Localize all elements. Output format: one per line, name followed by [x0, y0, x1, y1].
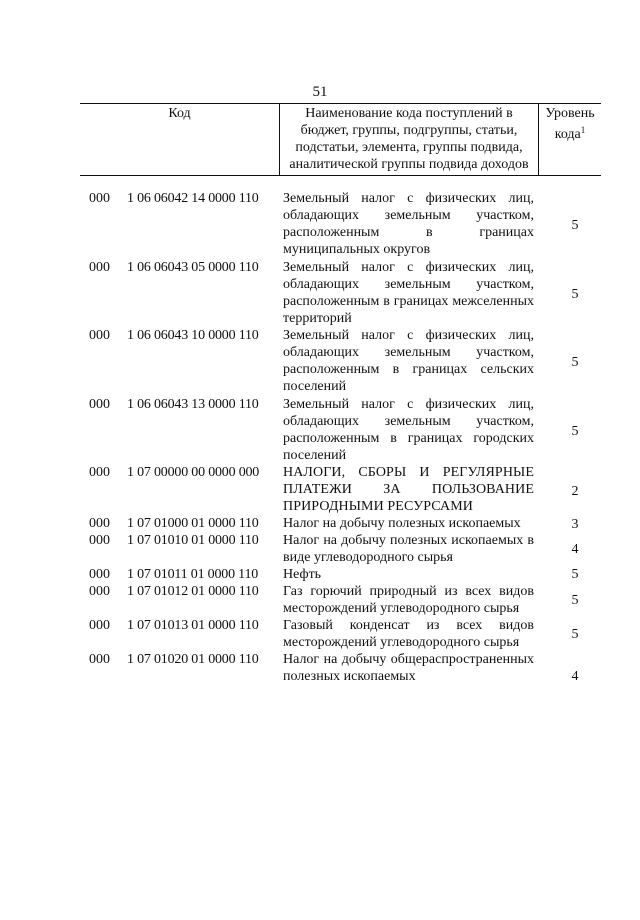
code-level: 2 — [571, 484, 579, 499]
revenue-name: Налог на добычу полезных ископаемых — [283, 516, 521, 531]
revenue-name: Земельный налог с физических лиц, обладающих земельным участком, расположенным в границах городских поселений — [283, 397, 534, 463]
header-code — [80, 104, 280, 175]
header-code-label: Код — [168, 106, 191, 121]
revenue-name: Газ горючий природный из всех видов месторождений углеводородного сырья — [283, 584, 534, 616]
revenue-code: 1 06 06043 13 0000 110 — [127, 397, 259, 412]
code-level: 4 — [571, 669, 579, 684]
revenue-name: Нефть — [283, 567, 322, 582]
revenue-name: Налог на добычу общераспространенных полезных ископаемых — [283, 652, 534, 684]
admin-code: 000 — [89, 328, 110, 343]
revenue-name: НАЛОГИ, СБОРЫ И РЕГУЛЯРНЫЕ ПЛАТЕЖИ ЗА ПОЛЬЗОВАНИЕ ПРИРОДНЫМИ РЕСУРСАМИ — [283, 465, 534, 514]
footnote-marker: 1 — [580, 125, 586, 135]
code-level: 5 — [571, 627, 579, 642]
header-level — [539, 104, 601, 175]
revenue-code: 1 06 06043 10 0000 110 — [127, 328, 259, 343]
revenue-name: Земельный налог с физических лиц, обладающих земельным участком, расположенным в границах муниципальных округов — [283, 191, 534, 257]
revenue-name: Газовый конденсат из всех видов месторождений углеводородного сырья — [283, 618, 534, 650]
code-level: 5 — [571, 424, 579, 439]
revenue-code: 1 07 01012 01 0000 110 — [127, 584, 259, 599]
revenue-name: Земельный налог с физических лиц, обладающих земельным участком, расположенным в границах сельских поселений — [283, 328, 534, 394]
revenue-code: 1 07 01000 01 0000 110 — [127, 516, 259, 531]
admin-code: 000 — [89, 618, 110, 633]
code-level: 5 — [571, 218, 579, 233]
code-level: 4 — [571, 542, 579, 557]
revenue-code: 1 06 06043 05 0000 110 — [127, 260, 259, 275]
table-header — [80, 103, 601, 176]
admin-code: 000 — [89, 516, 110, 531]
revenue-name: Земельный налог с физических лиц, обладающих земельным участком, расположенным в границах межселенных территорий — [283, 260, 534, 326]
header-name — [280, 104, 539, 175]
header-name-line: Наименование кода поступлений в — [305, 106, 513, 121]
revenue-code: 1 07 01013 01 0000 110 — [127, 618, 259, 633]
revenue-name: Налог на добычу полезных ископаемых в виде углеводородного сырья — [283, 533, 534, 565]
code-level: 5 — [571, 567, 579, 582]
admin-code: 000 — [89, 465, 110, 480]
admin-code: 000 — [89, 652, 110, 667]
code-level: 5 — [571, 355, 579, 370]
code-level: 5 — [571, 287, 579, 302]
revenue-code: 1 07 01011 01 0000 110 — [127, 567, 259, 582]
header-name-line: бюджет, группы, подгруппы, статьи, — [300, 123, 518, 138]
header-level-line: Уровень — [545, 106, 595, 121]
revenue-code: 1 07 01020 01 0000 110 — [127, 652, 259, 667]
page-number: 51 — [312, 84, 328, 100]
admin-code: 000 — [89, 567, 110, 582]
header-level-word: кода — [554, 127, 581, 142]
code-level: 5 — [571, 593, 579, 608]
revenue-code: 1 07 00000 00 0000 000 — [127, 465, 260, 480]
admin-code: 000 — [89, 533, 110, 548]
admin-code: 000 — [89, 397, 110, 412]
header-name-line: аналитической группы подвида доходов — [289, 157, 529, 172]
header-level-line2 — [539, 122, 601, 143]
admin-code: 000 — [89, 584, 110, 599]
revenue-code: 1 06 06042 14 0000 110 — [127, 191, 259, 206]
revenue-code: 1 07 01010 01 0000 110 — [127, 533, 259, 548]
admin-code: 000 — [89, 191, 110, 206]
admin-code: 000 — [89, 260, 110, 275]
code-level: 3 — [571, 517, 579, 532]
header-name-line: подстатьи, элемента, группы подвида, — [295, 140, 523, 155]
